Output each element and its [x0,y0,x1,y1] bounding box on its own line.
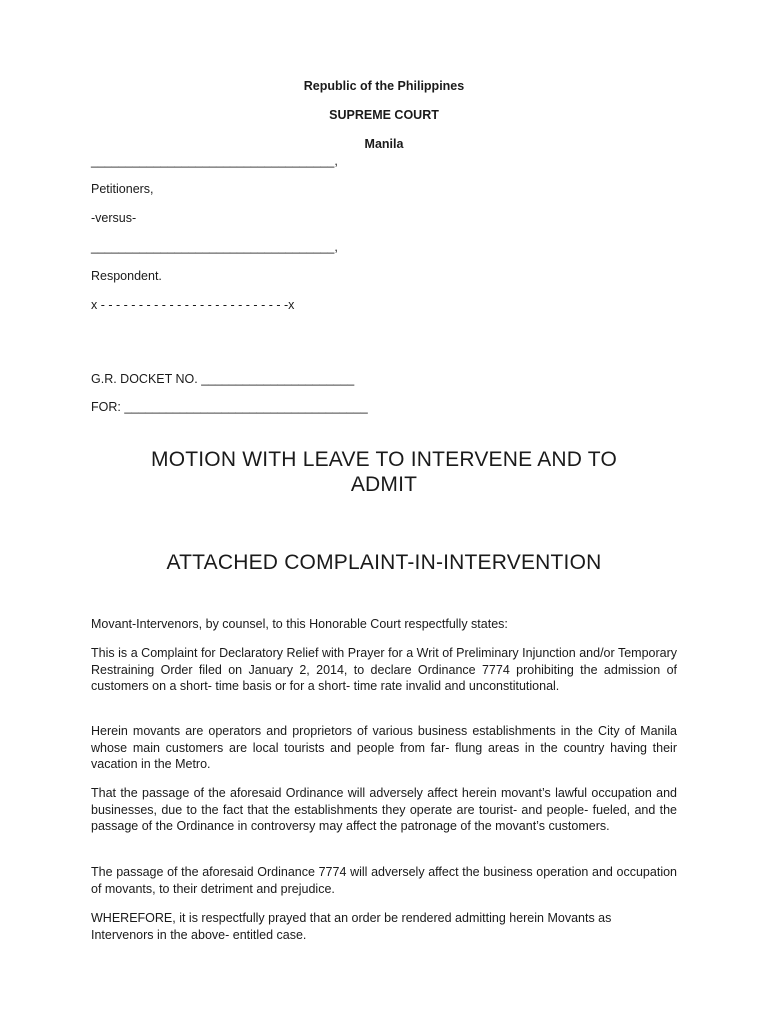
caption-separator: x - - - - - - - - - - - - - - - - - - - - - - - - -x [91,298,295,312]
motion-title-line2: ADMIT [350,473,418,496]
court-heading: SUPREME COURT [329,108,439,122]
paragraph-3: That the passage of the aforesaid Ordinance will adversely affect herein movant’s lawful occupation and businesses, due to the fact that the establishments they operate are tourist- and people- fueled, and the passage of the Ordinance in controversy may affect the patronage of the movant’s customers. [91,786,677,833]
motion-title-line1: MOTION WITH LEAVE TO INTERVENE AND TO [151,448,617,471]
petitioners-label: Petitioners, [91,182,154,196]
paragraph-1: This is a Complaint for Declaratory Relief with Prayer for a Writ of Preliminary Injunction and/or Temporary Restraining Order filed on January 2, 2014, to declare Ordinance 7774 prohibiting the admission of customers on a short- time basis or for a short- time rate invalid and unconstitutional. [91,646,677,693]
paragraph-4: The passage of the aforesaid Ordinance 7774 will adversely affect the business operation and occupation of movants, to their detriment and prejudice. [91,865,677,896]
versus-label: -versus- [91,211,137,225]
motion-title-line3: ATTACHED COMPLAINT-IN-INTERVENTION [166,551,602,574]
intro-paragraph: Movant-Intervenors, by counsel, to this Honorable Court respectfully states: [91,617,508,631]
for-line: FOR: ___________________________________ [91,400,368,414]
gr-docket-line: G.R. DOCKET NO. ______________________ [91,372,355,386]
respondent-label: Respondent. [91,269,162,283]
paragraph-2: Herein movants are operators and proprietors of various business establishments in the City of Manila whose main customers are local tourists and people from far- flung areas in the country having their vacation in the Metro. [91,724,677,771]
respondent-blank: ___________________________________, [91,240,338,254]
paragraph-5: WHEREFORE, it is respectfully prayed that an order be rendered admitting herein Movants as Intervenors in the above- entitled case. [91,911,612,942]
republic-heading: Republic of the Philippines [303,79,465,93]
city-heading: Manila [364,137,404,151]
petitioner-blank: ___________________________________, [91,154,338,168]
